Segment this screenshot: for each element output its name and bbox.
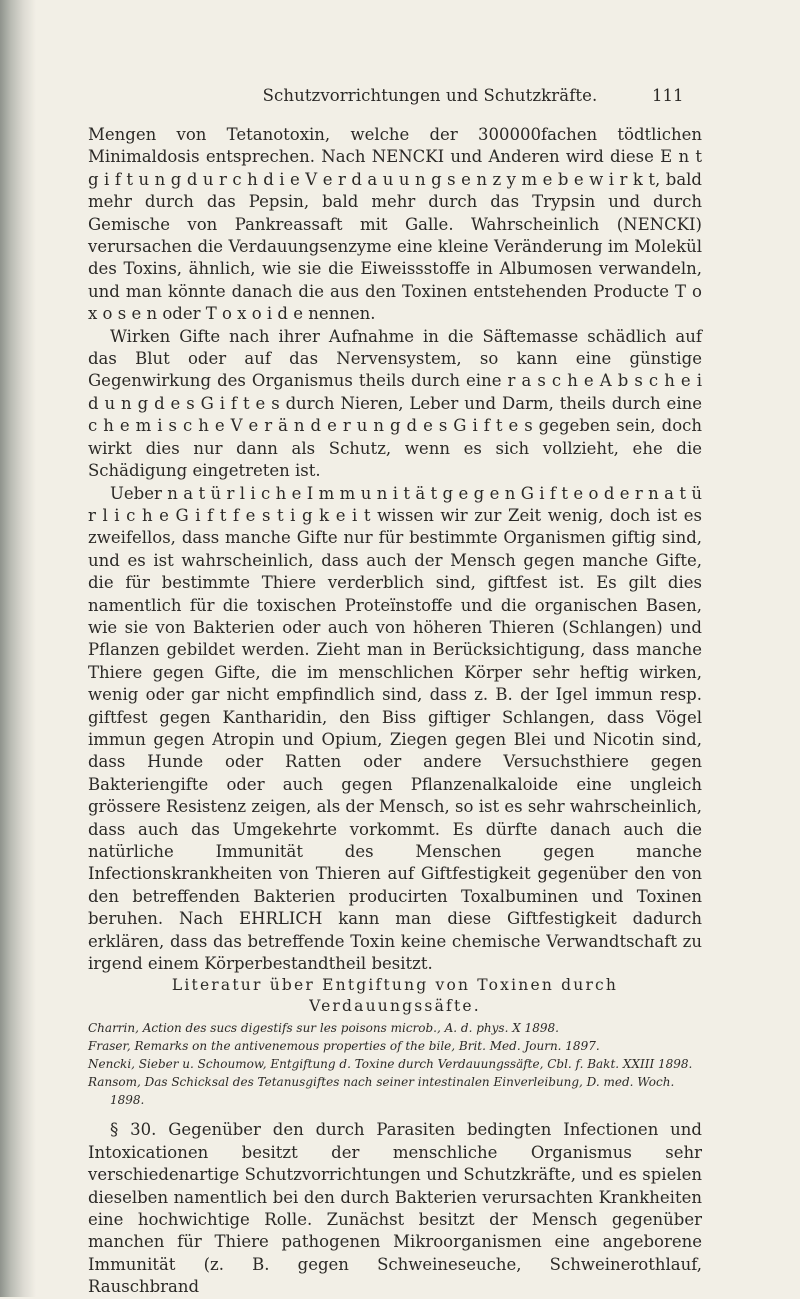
section-30-paragraph: § 30. Gegenüber den durch Parasiten bedingten Infectionen und Intoxicationen besitzt der menschliche Organismus sehr verschiedenartige Schutzvorrichtungen und Schutzkräfte, und es spielen dieselben namentlich bei den durch Bakterien verursachten Krankheiten eine hochwichtige Rolle. Zunächst besitzt der Mensch gegenüber manchen für Thiere pathogenen Mikroorganismen eine angeborene Immunität (z. B. gegen Schweineseuche, Schweinerothlauf, Rauschbrand xyxy=(88,1120,702,1297)
running-title: Schutzvorrichtungen und Schutzkräfte. xyxy=(262,86,598,105)
paragraph-1: Mengen von Tetanotoxin, welche der 300000fachen tödtlichen Minimaldosis entsprechen. Nach NENCKI und Anderen wird diese E n t g i f t u n g d u r c h d i e V e r d a u u n g s e n z y m e b e w i r k t, bald mehr durch das Pepsin, bald mehr durch das Trypsin und durch Gemische von Pankreassaft mit Galle. Wahrscheinlich (NENCKI) verursachen die Verdauungsenzyme eine kleine Veränderung im Molekül des Toxins, ähnlich, wie sie die Eiweissstoffe in Albumosen verwandeln, und man könnte danach die aus den Toxinen entstehenden Producte T o x o s e n oder T o x o i d e nennen. xyxy=(88,125,702,324)
paragraph-2: Wirken Gifte nach ihrer Aufnahme in die Säftemasse schädlich auf das Blut oder auf das Nervensystem, so kann eine günstige Gegenwirkung des Organismus theils durch eine r a s c h e A b s c h e i d u n g d e s G i f t e s durch Nieren, Leber und Darm, theils durch eine c h e m i s c h e V e r ä n d e r u n g d e s G i f t e s gegeben sein, doch wirkt dies nur dann als Schutz, wenn es sich vollzieht, ehe die Schädigung eingetreten ist. xyxy=(88,326,702,481)
paragraph-3: Ueber n a t ü r l i c h e I m m u n i t ä t g e g e n G i f t e o d e r n a t ü r l i c h e G i f t f e s t i g k e i t wissen wir zur Zeit wenig, doch ist es zweifellos, dass manche Gifte nur für bestimmte Organismen giftig sind, und es ist wahrscheinlich, dass auch der Mensch gegen manche Gifte, die für bestimmte Thiere verderblich sind, giftfest ist. Es gilt dies namentlich für die toxischen Proteïnstoffe und die organischen Basen, wie sie von Bakterien oder auch von höheren Thieren (Schlangen) und Pflanzen gebildet werden. Zieht man in Berücksichtigung, dass manche Thiere gegen Gifte, die im menschlichen Körper sehr heftig wirken, wenig oder gar nicht empfindlich sind, dass z. B. der Igel immun resp. giftfest gegen Kantharidin, den Biss giftiger Schlangen, dass Vögel immun gegen Atropin und Opium, Ziegen gegen Blei und Nicotin sind, dass Hunde oder Ratten oder andere Versuchsthiere gegen Bakteriengifte oder auch gegen Pflanzenalkaloide eine ungleich grössere Resistenz zeigen, als der Mensch, so ist es sehr wahrscheinlich, dass auch das Umgekehrte vorkommt. Es dürfte danach auch die natürliche Immunität des Menschen gegen manche Infectionskrankheiten von Thieren auf Giftfestigkeit gegenüber den von den betreffenden Bakterien producirten Toxalbuminen und Toxinen beruhen. Nach EHRLICH kann man diese Giftfestigkeit dadurch erklären, dass das betreffende Toxin keine chemische Verwandtschaft zu irgend einem Körperbestandtheil besitzt. xyxy=(88,483,702,974)
reference-list xyxy=(88,1020,702,1109)
literature-heading: Literatur über Entgiftung von Toxinen durch Verdauungssäfte. xyxy=(171,976,619,1016)
reference-item: Ransom, Das Schicksal des Tetanusgiftes nach seiner intestinalen Einverleibung, D. med. Woch. 1898. xyxy=(88,1074,675,1107)
page-body xyxy=(88,124,702,1299)
reference-item: Nencki, Sieber u. Schoumow, Entgiftung d. Toxine durch Verdauungssäfte, Cbl. f. Bakt. XXIII 1898. xyxy=(88,1057,693,1072)
reference-item: Charrin, Action des sucs digestifs sur les poisons microb., A. d. phys. X 1898. xyxy=(88,1021,559,1036)
reference-item: Fraser, Remarks on the antivenemous properties of the bile, Brit. Med. Journ. 1897. xyxy=(88,1039,600,1054)
page-number: 111 xyxy=(652,86,684,105)
